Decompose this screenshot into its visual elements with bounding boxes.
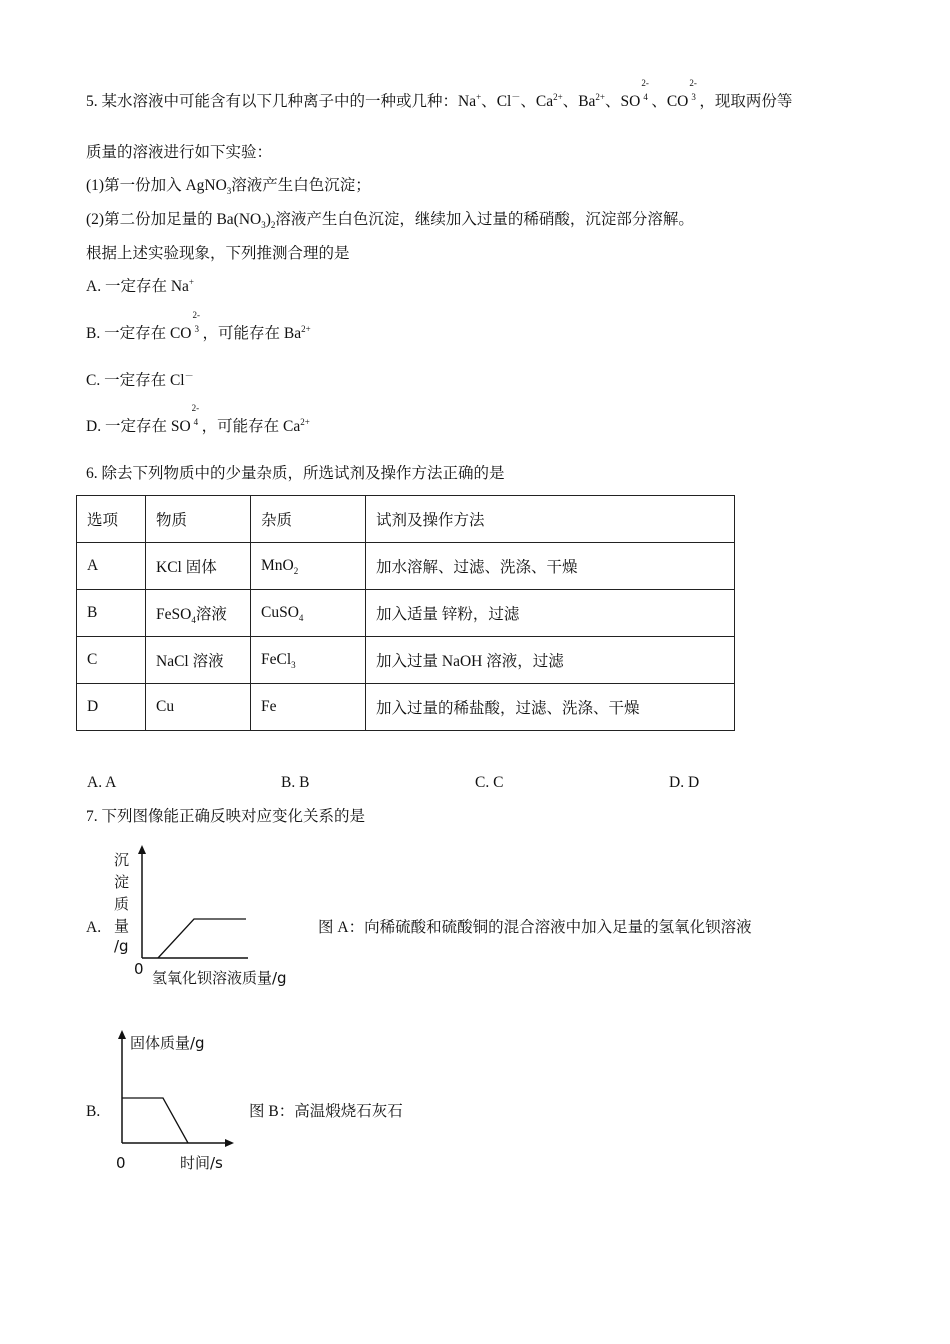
q5-option-a: A. 一定存在 Na+ [86,276,194,295]
y-label-char: /g [114,937,129,955]
y-label-char: 沉 [114,851,130,869]
q7-title: 7. 下列图像能正确反映对应变化关系的是 [86,808,366,825]
q6-answer-c: C. C [475,774,504,791]
q6-answer-d: D. D [669,774,700,791]
q7-b-label: B. [86,1103,101,1120]
q6-title: 6. 除去下列物质中的少量杂质，所选试剂及操作方法正确的是 [86,465,505,482]
y-label-char: 淀 [114,873,130,891]
graph-a-xlabel: 氢氧化钡溶液质量/g [152,969,287,987]
q5-line2: 质量的溶液进行如下实验： [86,144,273,161]
table-header-cell: 选项 [77,496,146,543]
y-label-char: 量 [114,917,130,935]
graph-a-svg [108,843,308,988]
graph-b-line [122,1098,188,1143]
q5-exp2: (2)第二份加足量的 $Ba(NO_3)_2$溶液产生白色沉淀，继续加入过量的稀硝酸，沉淀部分溶解。 [86,211,694,231]
graph-b [108,1026,238,1174]
table-row: B FeSO$_4$溶液 CuSO$_4$ 加入适量 锌粉，过滤 [77,590,735,637]
graph-a [108,843,308,988]
table-header-cell: 物质 [146,496,251,543]
graph-a-line [158,919,246,958]
sulfate-charge: 2- 4 [641,78,649,103]
q6-answer-b: B. B [281,774,310,791]
q7-a-label: A. [86,919,102,936]
graph-a-origin: 0 [134,960,144,978]
graph-b-ylabel: 固体质量/g [130,1034,205,1052]
q5-option-b: B. 一定存在 CO 2- 3 ，可能存在 $Ba^{2+}$ [86,310,311,342]
table-row: A KCl 固体 MnO$_2$ 加水溶解、过滤、洗涤、干燥 [77,543,735,590]
table-row: C NaCl 溶液 FeCl$_3$ 加入过量 NaOH 溶液，过滤 [77,637,735,684]
graph-b-svg [108,1026,238,1174]
q5-exp1: (1)第一份加入 AgNO$_3$溶液产生白色沉淀； [86,177,371,197]
q5-option-c: C. 一定存在 Cl－ [86,370,194,389]
x-axis-arrow-icon [225,1139,234,1147]
q5-line1: 5. 某水溶液中可能含有以下几种离子中的一种或几种：Na+、Cl－、$Ca^{2+}$、$Ba^{2+}$、SO 2- 4 、CO 2- 3 ，现取两份等 [86,92,792,112]
q7-a-caption: 图 A：向稀硫酸和硫酸铜的混合溶液中加入足量的氢氧化钡溶液 [318,919,752,936]
table-row: D Cu Fe 加入过量的稀盐酸，过滤、洗涤、干燥 [77,684,735,731]
y-axis-arrow-icon [138,845,146,854]
q5-option-d: D. 一定存在 SO 2- 4 ，可能存在 $Ca^{2+}$ [86,403,310,435]
table-header-row [77,496,735,543]
y-axis-arrow-icon [118,1030,126,1039]
graph-b-origin: 0 [116,1154,126,1172]
table-header-cell: 杂质 [251,496,366,543]
graph-b-xlabel: 时间/s [180,1154,223,1172]
q7-b-caption: 图 B：高温煅烧石灰石 [249,1103,403,1120]
carbonate-charge: 2- 3 [689,78,697,103]
table-header-cell: 试剂及操作方法 [366,496,735,543]
q6-table [76,495,735,731]
y-label-char: 质 [114,895,130,913]
q5-question: 根据上述实验现象，下列推测合理的是 [86,245,350,262]
q6-answer-a: A. A [87,774,117,791]
